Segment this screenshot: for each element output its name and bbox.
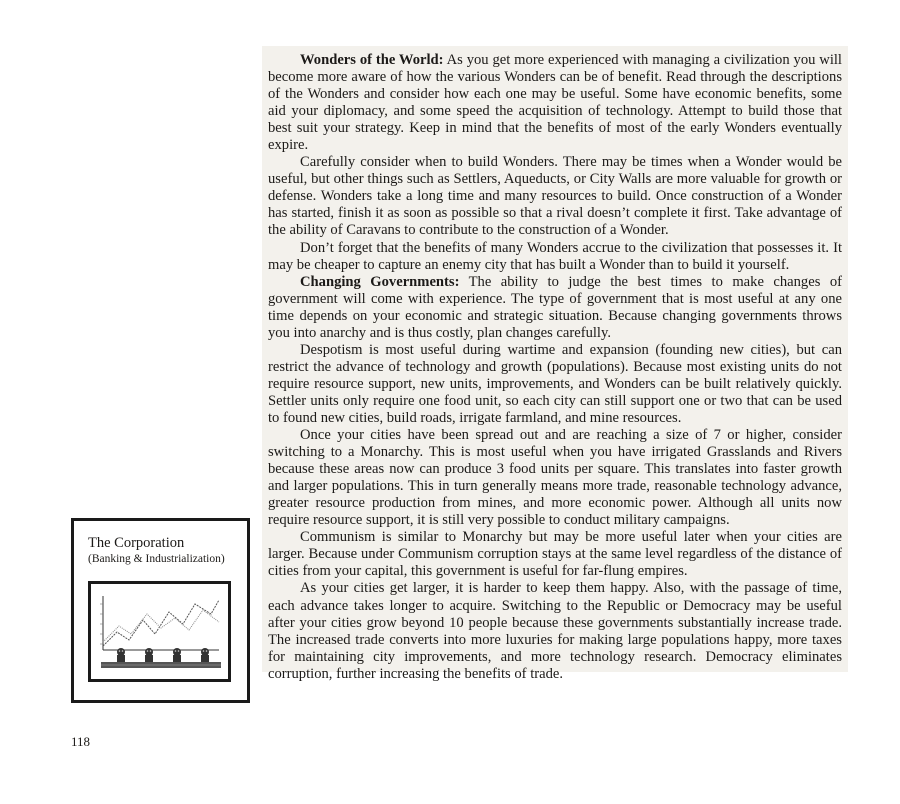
paragraph: Once your cities have been spread out and are reaching a size of 7 or higher, consider switching to a Monarchy. This is most useful when you have irrigated Grasslands and Rivers because these areas now can produce 3 food units per square. This translates into faster growth and larger populations. This in turn generally means more trade, reasonable technology advance, greater resource production from mines, and more economic power. Although all units now require resource support, it is still very possible to conduct military campaigns.	[268, 427, 842, 529]
text-block	[262, 46, 848, 682]
paragraph-text: The ability to judge the best times to make changes of government will come with experience. The type of government that is most useful at any one time depends on your economic and strategic situation. Because changing governments throws you into anarchy and is thus costly, plan changes carefully.	[268, 273, 842, 341]
paragraph-text: As you get more experienced with managing a civilization you will become more aware of how the various Wonders can be of benefit. Read through the descriptions of the Wonders and consider how each one may be useful. Some have economic benefits, some aid your diplomacy, and some speed the acquisition of technology. Attempt to build those that best suit your strategy. Keep in mind that the benefits of most of the early Wonders eventually expire.	[268, 52, 842, 154]
paragraph: Carefully consider when to build Wonders. There may be times when a Wonder would be useful, but other things such as Settlers, Aqueducts, or City Walls are more valuable for growth or defense. Wonders take a long time and many resources to build. Once construction of a Wonder has started, finish it as soon as possible so that a rival doesn’t complete it first. Take advantage of the ability of Caravans to contribute to the construction of a Wonder.	[268, 154, 842, 239]
sidebar-subtitle: (Banking & Industrialization)	[88, 553, 225, 565]
sidebar-image	[88, 581, 231, 682]
heading-governments: Changing Governments:	[300, 273, 460, 290]
paragraph: Communism is similar to Monarchy but may be more useful later when your cities are larger. Because under Communism corruption stays at the same level regardless of the distance of cities from your capital, this government is useful for far-flung empires.	[268, 529, 842, 580]
paragraph-governments	[268, 274, 842, 342]
paragraph: Despotism is most useful during wartime and expansion (founding new cities), but can restrict the advance of technology and growth (populations). Because most existing units do not require resource support, new units, improvements, and Wonders can be built relatively quickly. Settler units only require one food unit, so each city can still support one or two that can be used to found new cities, build roads, irrigate farmland, and mine resources.	[268, 341, 842, 426]
sidebar-title: The Corporation	[88, 535, 185, 551]
page-number: 118	[71, 734, 91, 749]
paragraph: Don’t forget that the benefits of many Wonders accrue to the civilization that possesses it. It may be cheaper to capture an enemy city that has built a Wonder than to build it yourself.	[268, 239, 842, 273]
rising-line-graph-with-businessmen-icon	[91, 584, 228, 679]
paragraph: As your cities get larger, it is harder to keep them happy. Also, with the passage of time, each advance takes longer to acquire. Switching to the Republic or Democracy may be useful after your cities grow beyond 10 people because these governments substantially increase trade. The increased trade converts into more luxuries for making large populations happy, more taxes for maintaining city improvements, and more technology research. Democracy eliminates corruption, further increasing the benefits of trade.	[268, 580, 842, 682]
heading-wonders: Wonders of the World:	[300, 52, 444, 68]
paragraph-wonders	[268, 52, 842, 154]
body-text	[268, 52, 842, 683]
sidebar-box	[71, 518, 250, 703]
